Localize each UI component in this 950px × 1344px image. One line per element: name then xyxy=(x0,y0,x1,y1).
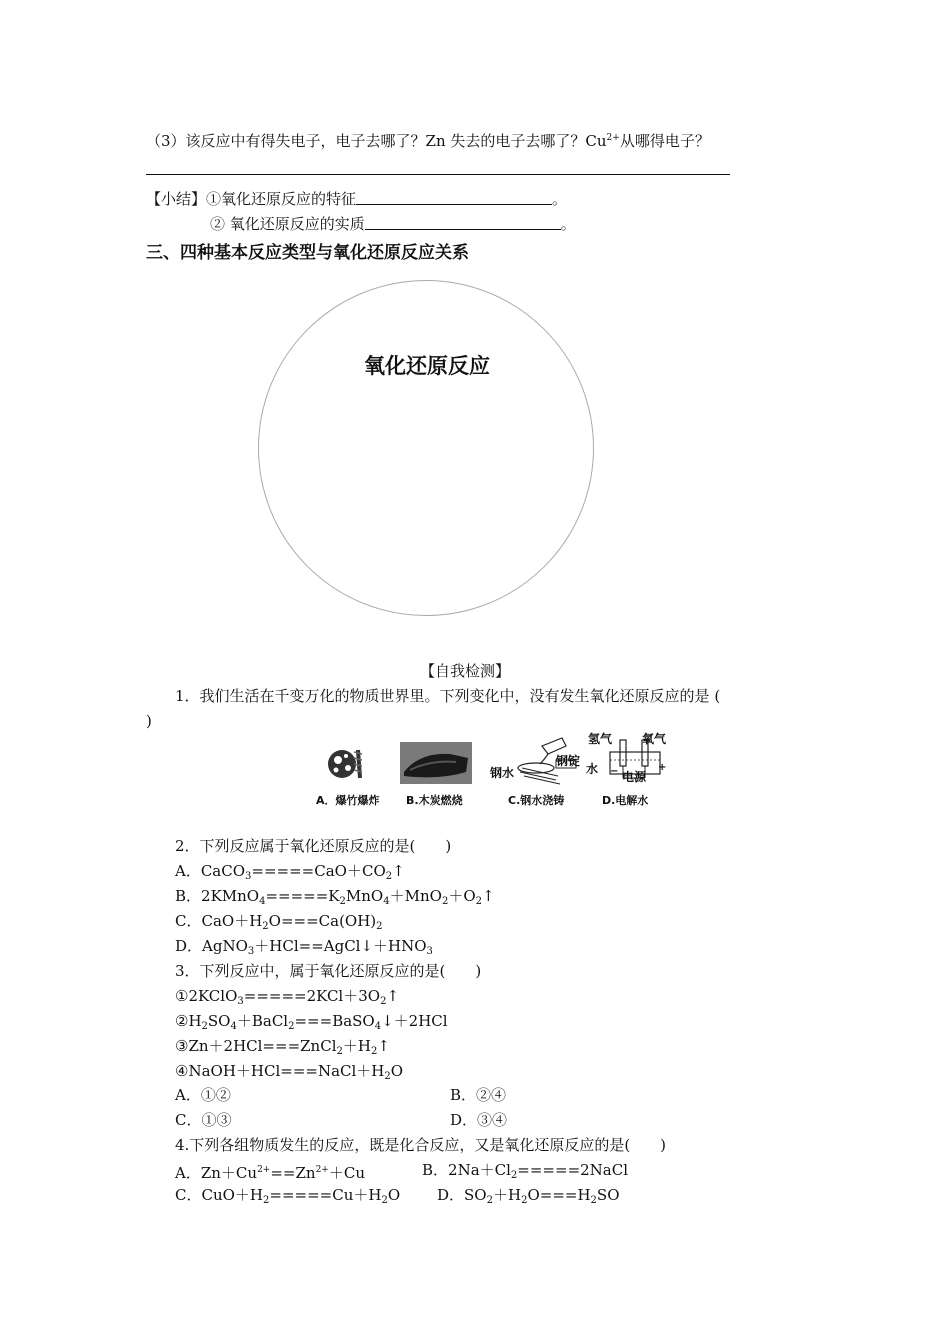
question-3b-option-b: B．②④ xyxy=(450,1086,507,1104)
question-1-stem: 1．我们生活在千变万化的物质世界里。下列变化中，没有发生氧化还原反应的是 ( xyxy=(175,687,721,705)
text: =====Cu＋H xyxy=(269,1186,382,1204)
subscript: 2 xyxy=(475,896,482,907)
text: O===H xyxy=(527,1186,591,1204)
subscript: 2 xyxy=(441,896,449,907)
subscript: 2 xyxy=(486,1195,493,1206)
text: =====K xyxy=(265,887,340,905)
question-2-option-d xyxy=(175,936,433,962)
subscript: 2 xyxy=(510,1170,518,1181)
subscript: 2 xyxy=(288,1021,295,1032)
question-2-stem: 2．下列反应属于氧化还原反应的是( ) xyxy=(175,837,452,855)
text: ↑ xyxy=(392,862,405,880)
text: ＋O xyxy=(448,887,476,905)
text: ①2KClO xyxy=(175,987,238,1005)
subscript: 2 xyxy=(336,1046,343,1057)
charcoal-image xyxy=(400,742,472,784)
question-3b-option-d: D．③④ xyxy=(450,1111,508,1129)
label-oxygen: 氧气 xyxy=(642,732,667,746)
caption-d: D.电解水 xyxy=(602,794,649,807)
subscript: 3 xyxy=(237,996,244,1007)
label-plus: + xyxy=(658,762,667,773)
self-check-title: 【自我检测】 xyxy=(420,662,511,680)
text: O xyxy=(390,1062,404,1080)
subscript: 4 xyxy=(259,896,266,907)
text: =====2KCl＋3O xyxy=(243,987,381,1005)
blank-line-2[interactable] xyxy=(365,215,561,230)
text: A．Zn＋Cu xyxy=(175,1164,258,1182)
subscript: 2 xyxy=(385,871,393,882)
question-4-stem: 4.下列各组物质发生的反应，既是化合反应，又是氧化还原反应的是( ) xyxy=(175,1136,667,1154)
question-3-line xyxy=(146,128,710,151)
question-3b-option-a: A．①② xyxy=(175,1086,231,1104)
text: SO xyxy=(207,1012,231,1030)
text: ＋MnO xyxy=(389,887,442,905)
subscript: 4 xyxy=(230,1021,237,1032)
subscript: 2 xyxy=(381,1195,388,1206)
text: D．SO xyxy=(437,1186,487,1204)
superscript: 2+ xyxy=(257,1165,271,1175)
text: C．CuO＋H xyxy=(175,1186,263,1204)
subscript: 4 xyxy=(374,1021,382,1032)
text: ↑ xyxy=(386,987,400,1005)
text: ===BaSO xyxy=(294,1012,375,1030)
text: SO xyxy=(596,1186,620,1204)
question-3b-option-c: C．①③ xyxy=(175,1111,232,1129)
blank-line-1[interactable] xyxy=(356,190,552,205)
text: ③Zn＋2HCl===ZnCl xyxy=(175,1037,337,1055)
subscript: 2 xyxy=(521,1195,528,1206)
text: ＋HCl==AgCl↓＋HNO xyxy=(254,937,427,955)
question-1-figure xyxy=(316,730,672,810)
text: O xyxy=(387,1186,401,1204)
subscript: 2 xyxy=(201,1021,208,1032)
redox-circle xyxy=(258,280,594,616)
question-2-option-b xyxy=(175,886,495,912)
text: ＋Cu xyxy=(328,1164,365,1182)
text: ＋H xyxy=(342,1037,371,1055)
label-power: 电源 xyxy=(622,770,647,784)
question-4-option-a xyxy=(175,1160,365,1183)
period: 。 xyxy=(552,190,568,208)
question-3-text: （3）该反应中有得失电子，电子去哪了？Zn 失去的电子去哪了？Cu xyxy=(146,132,607,150)
caption-c: C.钢水浇铸 xyxy=(508,794,565,807)
text: =====2NaCl xyxy=(517,1161,629,1179)
question-4-option-c xyxy=(175,1185,400,1211)
label-ingot: 钢锭 xyxy=(556,754,581,768)
caption-a: A．爆竹爆炸 xyxy=(316,794,380,807)
question-4-option-d xyxy=(437,1185,620,1211)
subscript: 2 xyxy=(376,921,383,932)
question-3b-reaction-2 xyxy=(175,1011,448,1037)
firecracker-image xyxy=(324,742,368,786)
label-minus: − xyxy=(610,766,619,777)
summary-line-2 xyxy=(210,214,576,234)
question-4-option-b xyxy=(422,1160,628,1186)
text: C．CaO＋H xyxy=(175,912,263,930)
subscript: 2 xyxy=(380,996,387,1007)
text: =====CaO＋CO xyxy=(251,862,386,880)
answer-line[interactable] xyxy=(146,174,730,175)
text: ④NaOH＋HCl===NaCl＋H xyxy=(175,1062,385,1080)
text: O===Ca(OH) xyxy=(268,912,377,930)
text: D．AgNO xyxy=(175,937,248,955)
summary-item-2: ② 氧化还原反应的实质 xyxy=(210,215,365,233)
summary-item-1: ①氧化还原反应的特征 xyxy=(206,190,357,208)
superscript: 2+ xyxy=(315,1165,329,1175)
text: ↓＋2HCl xyxy=(381,1012,448,1030)
label-water: 水 xyxy=(586,762,599,776)
subscript: 4 xyxy=(383,896,390,907)
text: ②H xyxy=(175,1012,202,1030)
text: ==Zn xyxy=(270,1164,316,1182)
text: ↑ xyxy=(377,1037,390,1055)
subscript: 2 xyxy=(263,1195,270,1206)
question-2-option-c xyxy=(175,911,383,937)
text: ＋BaCl xyxy=(236,1012,289,1030)
circle-label: 氧化还原反应 xyxy=(364,354,490,378)
question-3b-reaction-1 xyxy=(175,986,399,1012)
question-3b-reaction-4 xyxy=(175,1061,403,1087)
question-1-paren: ) xyxy=(146,712,152,730)
text: B．2KMnO xyxy=(175,887,260,905)
subscript: 2 xyxy=(262,921,269,932)
question-3b-reaction-3 xyxy=(175,1036,390,1062)
label-hydrogen: 氢气 xyxy=(588,732,613,746)
text: A．CaCO xyxy=(175,862,246,880)
subscript: 2 xyxy=(339,896,346,907)
text: B．2Na＋Cl xyxy=(422,1161,511,1179)
subscript: 3 xyxy=(247,946,255,957)
subscript: 2 xyxy=(370,1046,378,1057)
label-steel-water: 钢水 xyxy=(490,766,515,780)
question-3-suffix: 从哪得电子？ xyxy=(619,132,710,150)
question-3b-stem: 3．下列反应中，属于氧化还原反应的是( ) xyxy=(175,962,482,980)
subscript: 3 xyxy=(245,871,252,882)
section-3-title: 三、四种基本反应类型与氧化还原反应关系 xyxy=(146,243,469,263)
text: ↑ xyxy=(482,887,495,905)
superscript: 2+ xyxy=(606,133,620,143)
caption-b: B.木炭燃烧 xyxy=(406,794,463,807)
summary-label: 【小结】 xyxy=(146,190,207,208)
text: MnO xyxy=(345,887,384,905)
subscript: 3 xyxy=(426,946,433,957)
period: 。 xyxy=(560,215,576,233)
text: ＋H xyxy=(492,1186,522,1204)
summary-line-1 xyxy=(146,189,567,209)
question-2-option-a xyxy=(175,861,405,887)
subscript: 2 xyxy=(590,1195,597,1206)
subscript: 2 xyxy=(384,1071,391,1082)
